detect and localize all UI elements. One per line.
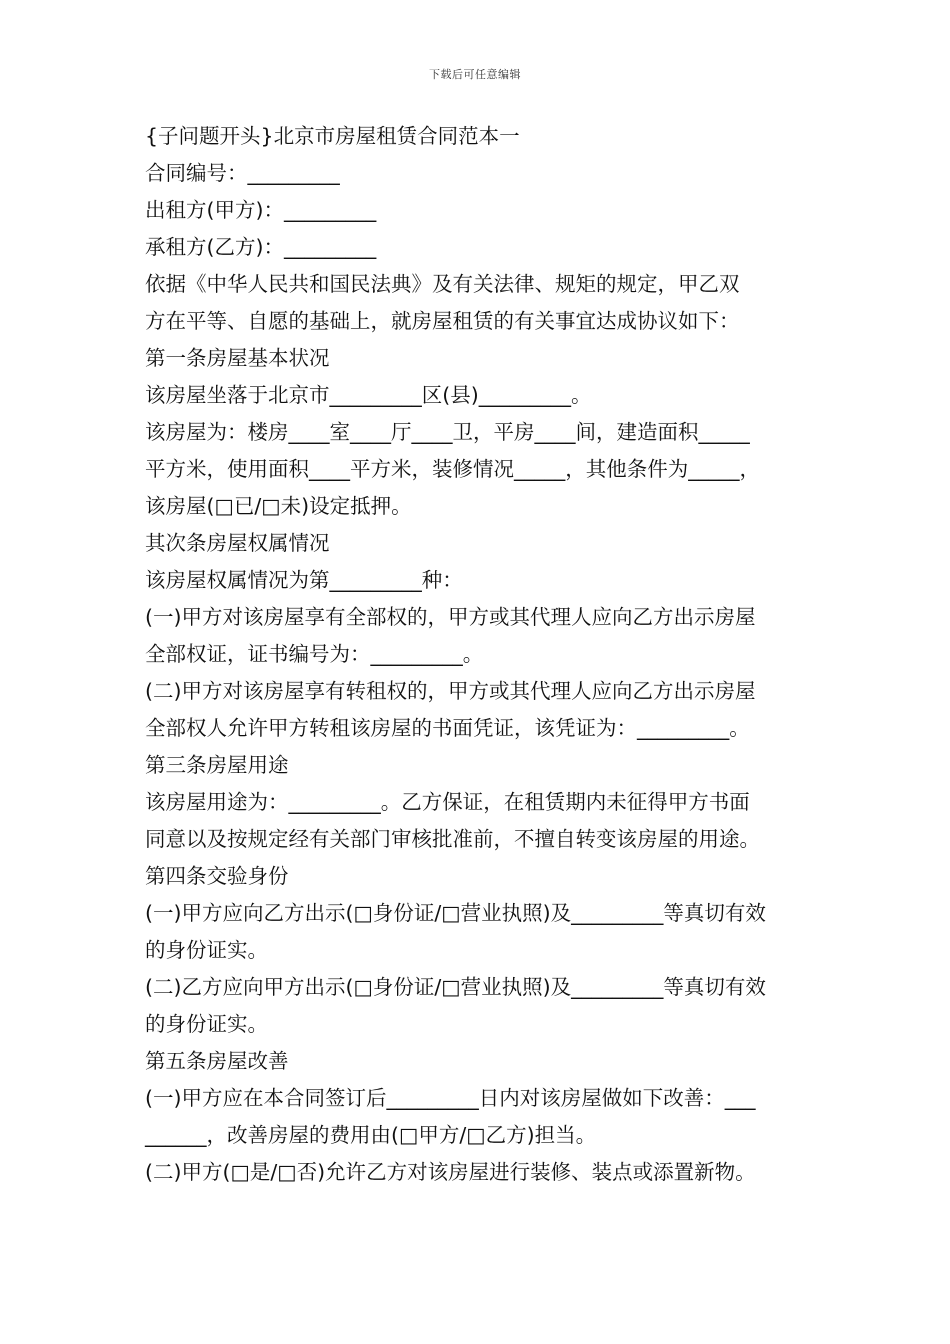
article-5-item-1-line-1: (一)甲方应在本合同签订后_________日内对该房屋做如下改善：___ [145,1086,756,1110]
preamble-line-2: 方在平等、自愿的基础上，就房屋租赁的有关事宜达成协议如下： [145,309,740,333]
article-3-line-2: 同意以及按规定经有关部门审核批准前，不擅自转变该房屋的用途。 [145,827,760,851]
article-4-item-2-line-1: (二)乙方应向甲方出示(□身份证/□营业执照)及_________等真切有效 [145,975,766,999]
article-2-item-1-line-1: (一)甲方对该房屋享有全部权的，甲方或其代理人应向乙方出示房屋 [145,605,756,629]
article-2-type: 该房屋权属情况为第_________种： [145,568,463,592]
article-5-item-1-line-2: ______，改善房屋的费用由(□甲方/□乙方)担当。 [145,1123,597,1147]
article-1-mortgage: 该房屋(□已/□未)设定抵押。 [145,494,412,518]
article-2-item-2-line-1: (二)甲方对该房屋享有转租权的，甲方或其代理人应向乙方出示房屋 [145,679,756,703]
article-1-location: 该房屋坐落于北京市_________区(县)_________。 [145,383,592,407]
header-note: 下载后可任意编辑 [429,68,521,81]
contract-number-line: 合同编号：_________ [145,161,340,185]
document-body [145,118,825,1191]
article-3-line-1: 该房屋用途为：_________。乙方保证，在租赁期内未征得甲方书面 [145,790,750,814]
article-4-item-2-line-2: 的身份证实。 [145,1012,268,1036]
contract-title: {子问题开头}北京市房屋租赁合同范本一 [145,124,520,148]
article-5-item-2-line-1: (二)甲方(□是/□否)允许乙方对该房屋进行装修、装点或添置新物。 [145,1160,756,1184]
article-2-item-1-line-2: 全部权证，证书编号为：_________。 [145,642,484,666]
lessor-line: 出租方(甲方)：_________ [145,198,377,222]
article-1-heading: 第一条房屋基本状况 [145,346,330,370]
article-2-item-2-line-2: 全部权人允许甲方转租该房屋的书面凭证，该凭证为：_________。 [145,716,750,740]
preamble-line-1: 依据《中华人民共和国民法典》及有关法律、规矩的规定，甲乙双 [145,272,740,296]
article-4-item-1-line-2: 的身份证实。 [145,938,268,962]
lessee-line: 承租方(乙方)：_________ [145,235,377,259]
article-1-details-2: 平方米，使用面积____平方米，装修情况_____，其他条件为_____， [145,457,760,481]
article-4-heading: 第四条交验身份 [145,864,289,888]
article-5-heading: 第五条房屋改善 [145,1049,289,1073]
article-2-heading: 其次条房屋权属情况 [145,531,330,555]
article-3-heading: 第三条房屋用途 [145,753,289,777]
article-1-details-1: 该房屋为：楼房____室____厅____卫，平房____间，建造面积_____ [145,420,750,444]
article-4-item-1-line-1: (一)甲方应向乙方出示(□身份证/□营业执照)及_________等真切有效 [145,901,766,925]
